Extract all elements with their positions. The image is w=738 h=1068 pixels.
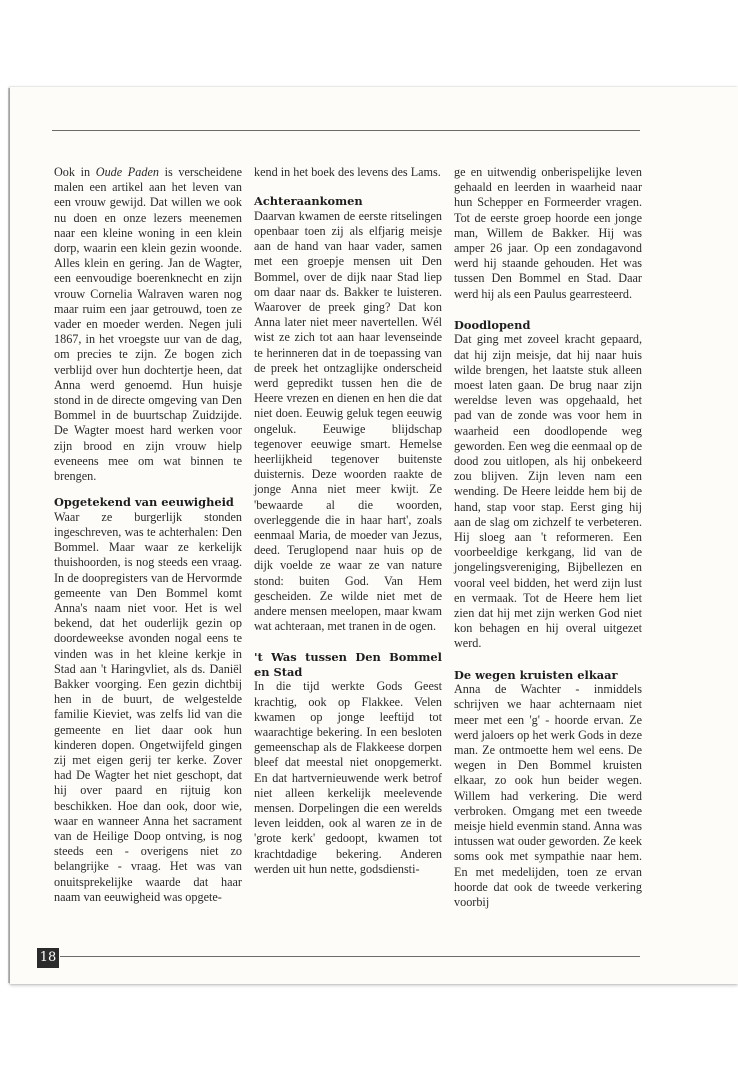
heading-wegen-kruisten: De wegen kruisten elkaar: [454, 667, 618, 682]
heading-tussen-den-bommel-en-stad: 't Was tussen Den Bommel en Stad: [254, 650, 442, 679]
top-rule: [52, 130, 640, 131]
bottom-rule: [60, 956, 640, 957]
paragraph: Waar ze burgerlijk stonden ingeschreven, was te achterhalen: Den Bommel. Maar waar ze kerkelijk thuishoorden, is nog steeds een vraag. In de doopregisters van de Hervormde gemeente van Den Bommel komt Anna's naam niet voor. Het is wel bekend, dat het ouderlijk gezin op doordeweekse avonden nogal eens te vinden was in het kleine kerkje in Stad aan 't Haringvliet, als ds. Daniël Bakker voorging. Een gezin dichtbij hen in de buurt, de welgestelde familie Kieviet, was zelfs lid van die gemeente en liet daar ook hun kinderen dopen. Ongetwijfeld gingen zij met eigen gerij ter kerke. Zover had De Wagter het niet geschopt, dat hij over paard en rijtuig kon beschikken. Hoe dan ook, door wie, waar en wanneer Anna het sacrament van de Heilige Doop ontving, is nog steeds een - overigens niet zo belangrijke - vraag. Het was van onuitsprekelijke waarde dat haar naam van eeuwigheid was opgete-: [54, 509, 242, 904]
paragraph: In die tijd werkte Gods Geest krachtig, ook op Flakkee. Velen kwamen op jonge leeftijd tot waarachtige bekering. In een besloten gemeenschap als de Flakkeese dorpen bleef dat meestal niet onopgemerkt. En dat hartvernieuwende werk betrof niet alleen kerkelijk meelevende mensen. Dorpelingen die een werelds leven leidden, ook al waren ze in de 'grote kerk' gedoopt, kwamen tot krachtdadige bekering. Anderen werden uit hun nette, godsdiensti-: [254, 679, 442, 876]
paragraph: ge en uitwendig onberispelijke leven gehaald en leerden in waarheid naar hun Schepper en Formeerder vragen. Tot de eerste groep hoorde een jonge man, Willem de Bakker. Hij was amper 26 jaar. Op een zondagavond werd hij staande gehouden. Het was tussen Den Bommel en Stad. Daar werd hij als een Paulus gearresteerd.: [454, 165, 642, 301]
page-number: 18: [37, 948, 59, 968]
paragraph: Dat ging met zoveel kracht gepaard, dat hij zijn meisje, dat hij naar huis wilde brengen, het laatste stuk alleen moest laten gaan. De brug naar zijn wereldse leven was opgehaald, het pad van de zonde was voor hem in waarheid een doodlopende weg geworden. Een weg die eenmaal op de dood zou uitlopen, als hij onbekeerd zou blijven. Zijn leven nam een wending. De Heere leidde hem bij de hand, stap voor stap. Eerst ging hij aan de slag om zichzelf te verbeteren. Hij sloeg aan 't reformeren. Een voorbeeldige kerkgang, lid van de jongelingsvereniging, Bijbellezen en vooral veel bidden, het werd zijn lust en vermaak. Tot de Heere hem liet zien dat hij met zijn werken God niet kon behagen en hij overal uitgezet werd.: [454, 332, 642, 651]
paragraph: Daarvan kwamen de eerste ritselingen openbaar toen zij als elfjarig meisje aan de hand van haar vader, samen met een groepje mensen uit Den Bommel, over de dijk naar Stad liep om daar naar ds. Bakker te luisteren. Waarover de preek ging? Dat kon Anna later niet meer navertellen. Wél wist ze zich tot aan haar levenseinde te herinneren dat in de toepassing van de preek het ontzaglijke onderscheid werd gepredikt tussen hen die de Heere vrezen en dienen en hen die dat niet doen. Eeuwig geluk tegen eeuwig ongeluk. Eeuwige blijdschap tegenover eeuwige smart. Hemelse heerlijkheid tegenover buitenste duisternis. Deze woorden raakte de jonge Anna niet meer kwijt. Ze 'bewaarde al die woorden, overleggende die in haar hart', zoals eenmaal Maria, de moeder van Jezus, deed. Teruglopend naar huis op de dijk voelde ze waar ze van nature stond: buiten God. Van Hem gescheiden. Ze wilde niet met de andere mensen meelopen, maar kwam wat achteraan, met tranen in de ogen.: [254, 208, 442, 634]
paragraph: kend in het boek des levens des Lams.: [254, 165, 441, 179]
heading-achteraankomen: Achteraankomen: [254, 194, 363, 209]
column-3: [454, 165, 642, 910]
heading-doodlopend: Doodlopend: [454, 317, 531, 332]
heading-opgetekend: Opgetekend van eeuwigheid: [54, 495, 234, 510]
column-2: [254, 165, 442, 877]
intro-paragraph: Ook in Oude Paden is verscheidene malen een artikel aan het leven van een vrouw gewijd. Dat willen we ook nu doen en onze lezers meenemen naar een kleine woning in een klein dorp, waarin een klein gezin woonde. Alles klein en gering. Jan de Wagter, een eenvoudige boerenknecht en zijn vrouw Cornelia Walraven waren nog maar ruim een jaar getrouwd, toen ze vader en moeder werden. Negen juli 1867, in het vroegste uur van de dag, om precies te zijn. Ze bogen zich verblijd over hun dochtertje heen, dat Anna werd genoemd. Hun huisje stond in de directe omgeving van Den Bommel in de buurtschap Zuidzijde. De Wagter moest hard werken voor zijn brood en zijn vrouw hielp eveneens mee om wat binnen te brengen.: [54, 165, 242, 484]
column-1: [54, 165, 242, 905]
paragraph: Anna de Wachter - inmiddels schrijven we haar achternaam niet meer met een 'g' - hoorde ervan. Ze werd jaloers op het werk Gods in deze man. Ze ontmoette hem wel eens. De wegen in Den Bommel kruisten elkaar, zo ook hun beider wegen. Willem had verkering. Die werd verbroken. Omgang met een tweede meisje hield evenmin stand. Anna was intussen wat ouder geworden. Ze keek soms ook met sympathie naar hem. En met medelijden, toen ze ervan hoorde dat ook de tweede verkering voorbij: [454, 682, 642, 909]
